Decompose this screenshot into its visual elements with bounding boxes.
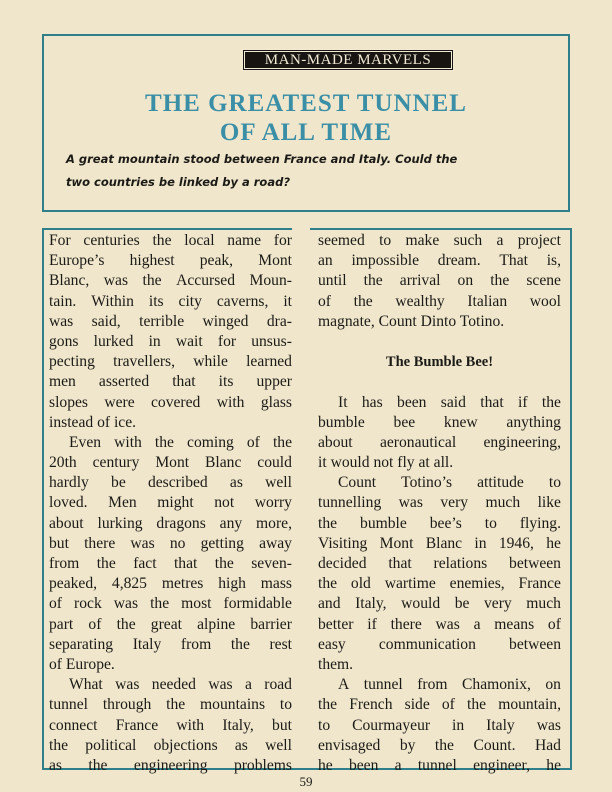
text-line: as the engineering problems xyxy=(49,756,292,774)
paragraph-gap xyxy=(318,372,561,392)
text-line: better if there was a means of xyxy=(318,615,561,633)
text-line: about lurking dragons any more, xyxy=(49,514,292,532)
text-line: envisaged by the Count. Had xyxy=(318,736,561,754)
text-line: For centuries the local name for xyxy=(49,232,292,249)
text-line: but there was no getting away xyxy=(49,534,292,552)
text-line: Even with the coming of the xyxy=(69,433,292,451)
text-line: decided that relations between xyxy=(318,555,561,572)
text-line: gons lurked in wait for unsus- xyxy=(49,332,292,350)
text-line: magnate, Count Dinto Totino. xyxy=(318,312,505,330)
article-body xyxy=(42,228,572,774)
text-line: easy communication between xyxy=(318,635,561,653)
text-line: A tunnel from Chamonix, on xyxy=(338,676,561,694)
text-line: separating Italy from the rest xyxy=(49,635,292,653)
subheading: The Bumble Bee! xyxy=(385,354,494,371)
paragraph-gap xyxy=(318,332,561,352)
text-line: 20th century Mont Blanc could xyxy=(49,454,292,472)
text-line: slopes were covered with glass xyxy=(49,393,292,411)
article-title-line-1: THE GREATEST TUNNEL xyxy=(145,90,467,117)
text-line: Blanc, was the Accursed Moun- xyxy=(49,272,292,290)
text-line: the old wartime enemies, France xyxy=(318,575,561,593)
text-line: men asserted that its upper xyxy=(49,373,292,391)
article-title-line-2: OF ALL TIME xyxy=(219,119,393,146)
right-column xyxy=(318,231,561,776)
text-line: of rock was the most formidable xyxy=(49,595,292,613)
text-line: of Europe. xyxy=(49,655,115,673)
text-line: the political objections as well xyxy=(49,736,292,754)
text-line: from the fact that the seven- xyxy=(49,555,292,572)
text-line: It has been said that if the xyxy=(338,393,561,411)
text-line: seemed to make such a project xyxy=(318,232,561,249)
text-line: the bumble bee’s to flying. xyxy=(318,514,561,532)
text-line: about aeronautical engineering, xyxy=(318,433,561,451)
text-line: of the wealthy Italian wool xyxy=(318,292,561,310)
text-line: part of the great alpine barrier xyxy=(49,615,292,633)
text-line: bumble bee knew anything xyxy=(318,413,561,431)
text-line: instead of ice. xyxy=(49,413,137,431)
article-deck-line-2: two countries be linked by a road? xyxy=(66,175,290,189)
text-line: Europe’s highest peak, Mont xyxy=(49,252,292,270)
article-deck-line-1: A great mountain stood between France and Italy. Could the xyxy=(66,152,458,166)
text-line: to Courmayeur in Italy was xyxy=(318,716,561,734)
text-line: tunnelling was very much like xyxy=(318,494,561,512)
text-line: he been a tunnel engineer, he xyxy=(318,756,561,774)
text-line: it would not fly at all. xyxy=(318,454,454,472)
text-line: tain. Within its city caverns, it xyxy=(49,292,292,310)
text-line: the French side of the mountain, xyxy=(318,696,561,714)
text-line: Count Totino’s attitude to xyxy=(338,474,561,492)
text-line: connect France with Italy, but xyxy=(49,716,292,734)
text-line: them. xyxy=(318,655,354,673)
article-header xyxy=(42,34,570,212)
text-line: loved. Men might not worry xyxy=(49,494,292,512)
left-column xyxy=(49,231,292,776)
text-line: Visiting Mont Blanc in 1946, he xyxy=(318,534,561,552)
text-line: hardly be described as well xyxy=(49,474,292,492)
text-line: was said, terrible winged dra- xyxy=(49,312,292,330)
page-number: 59 xyxy=(299,774,313,789)
text-line: tunnel through the mountains to xyxy=(49,696,292,714)
text-line: peaked, 4,825 metres high mass xyxy=(49,575,292,593)
series-badge: MAN-MADE MARVELS xyxy=(242,49,454,71)
text-line: and Italy, would be very much xyxy=(318,595,561,613)
text-line: What was needed was a road xyxy=(69,676,292,694)
text-line: an impossible dream. That is, xyxy=(318,252,561,270)
text-line: until the arrival on the scene xyxy=(318,272,561,290)
text-line: pecting travellers, while learned xyxy=(49,353,292,371)
